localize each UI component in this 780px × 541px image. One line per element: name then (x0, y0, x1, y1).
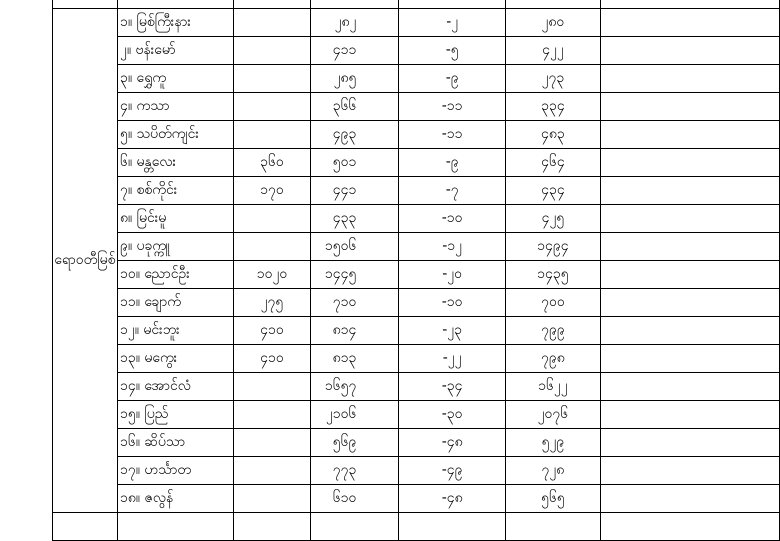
station-name: ၁၅။ ပြည် (117, 401, 233, 429)
station-name: ၁၃။ မကွေး (117, 345, 233, 373)
current-level-cell: ၆၁၀ (310, 485, 399, 513)
danger-level-cell (234, 429, 310, 457)
change-cell: -၁၂ (399, 233, 506, 261)
station-name: ၁၁။ ချောက် (117, 289, 233, 317)
remarks-cell (600, 401, 779, 429)
current-level-cell: ၁၄၄၅ (310, 261, 399, 289)
change-cell: -၇ (399, 177, 506, 205)
table-cell (117, 513, 233, 541)
current-level-cell: ၄၃၃ (310, 205, 399, 233)
table-row (53, 373, 780, 401)
remarks-cell (600, 261, 779, 289)
previous-level-cell: ၁၆၂၂ (505, 373, 600, 401)
table-row (53, 37, 780, 65)
change-cell: -၁၀ (399, 289, 506, 317)
danger-level-cell (234, 93, 310, 121)
current-level-cell: ၁၆၅၇ (310, 373, 399, 401)
current-level-cell: ၈၁၃ (310, 345, 399, 373)
table-row (53, 121, 780, 149)
table-cell (600, 0, 779, 9)
previous-level-cell: ၃၃၄ (505, 93, 600, 121)
region-label: ရောဝတီမြစ် (53, 9, 118, 513)
change-cell: -၃၄ (399, 373, 506, 401)
previous-level-cell: ၇၀၀ (505, 289, 600, 317)
table-row (53, 65, 780, 93)
table-cell (399, 0, 506, 9)
remarks-cell (600, 233, 779, 261)
table-cell (399, 513, 506, 541)
previous-level-cell: ၄၂၂ (505, 37, 600, 65)
current-level-cell: ၈၁၄ (310, 317, 399, 345)
previous-level-cell: ၄၈၃ (505, 121, 600, 149)
water-level-table (52, 0, 780, 541)
remarks-cell (600, 289, 779, 317)
station-name: ၁၂။ မင်းဘူး (117, 317, 233, 345)
table-cell (505, 513, 600, 541)
table-row (53, 317, 780, 345)
table-row (53, 485, 780, 513)
previous-level-cell: ၅၆၅ (505, 485, 600, 513)
change-cell: -၃၀ (399, 401, 506, 429)
danger-level-cell (234, 233, 310, 261)
station-name: ၄။ ကသာ (117, 93, 233, 121)
station-name: ၁၆။ ဆိပ်သာ (117, 429, 233, 457)
current-level-cell: ၅၀၁ (310, 149, 399, 177)
remarks-cell (600, 65, 779, 93)
change-cell: -၄၉ (399, 457, 506, 485)
table-cell (600, 513, 779, 541)
change-cell: -၂ (399, 9, 506, 37)
remarks-cell (600, 429, 779, 457)
station-name: ၉။ ပခုက္ကူ (117, 233, 233, 261)
previous-level-cell: ၁၄၃၅ (505, 261, 600, 289)
change-cell: -၉ (399, 149, 506, 177)
table-row (53, 93, 780, 121)
table-cell (53, 513, 118, 541)
remarks-cell (600, 205, 779, 233)
table-row (53, 205, 780, 233)
previous-level-cell: ၄၂၅ (505, 205, 600, 233)
table-row (53, 177, 780, 205)
table-cell (234, 513, 310, 541)
change-cell: -၄၈ (399, 485, 506, 513)
current-level-cell: ၄၄၁ (310, 177, 399, 205)
change-cell: -၉ (399, 65, 506, 93)
danger-level-cell: ၁၇၀ (234, 177, 310, 205)
station-name: ၇။ စစ်ကိုင်း (117, 177, 233, 205)
danger-level-cell (234, 205, 310, 233)
danger-level-cell (234, 373, 310, 401)
previous-level-cell: ၂၈၀ (505, 9, 600, 37)
station-name: ၂။ ဗန်းမော် (117, 37, 233, 65)
previous-level-cell: ၁၄၉၄ (505, 233, 600, 261)
change-cell: -၂၃ (399, 317, 506, 345)
previous-level-cell: ၇၂၈ (505, 457, 600, 485)
current-level-cell: ၇၁၀ (310, 289, 399, 317)
danger-level-cell: ၄၁၀ (234, 345, 310, 373)
table-cell (234, 0, 310, 9)
danger-level-cell (234, 37, 310, 65)
remarks-cell (600, 485, 779, 513)
danger-level-cell: ၄၁၀ (234, 317, 310, 345)
change-cell: -၂၀ (399, 261, 506, 289)
danger-level-cell (234, 9, 310, 37)
current-level-cell: ၂၈၂ (310, 9, 399, 37)
table-row (53, 289, 780, 317)
current-level-cell: ၇၇၃ (310, 457, 399, 485)
table-row (53, 149, 780, 177)
remarks-cell (600, 149, 779, 177)
change-cell: -၁၁ (399, 93, 506, 121)
remarks-cell (600, 317, 779, 345)
table-row (53, 345, 780, 373)
change-cell: -၂၂ (399, 345, 506, 373)
danger-level-cell (234, 401, 310, 429)
danger-level-cell (234, 485, 310, 513)
table-row (53, 401, 780, 429)
table-cell (310, 0, 399, 9)
danger-level-cell (234, 121, 310, 149)
station-name: ၃။ ရွှေကူ (117, 65, 233, 93)
current-level-cell: ၅၆၉ (310, 429, 399, 457)
danger-level-cell (234, 65, 310, 93)
station-name: ၁၇။ ဟင်္သာတ (117, 457, 233, 485)
current-level-cell: ၄၁၁ (310, 37, 399, 65)
table-cell (310, 513, 399, 541)
change-cell: -၅ (399, 37, 506, 65)
current-level-cell: ၃၆၆ (310, 93, 399, 121)
danger-level-cell: ၁၀၂၀ (234, 261, 310, 289)
table-cell (505, 0, 600, 9)
table-row (53, 513, 780, 541)
previous-level-cell: ၇၉၉ (505, 317, 600, 345)
change-cell: -၁၁ (399, 121, 506, 149)
danger-level-cell (234, 457, 310, 485)
table-row (53, 9, 780, 37)
danger-level-cell: ၂၇၅ (234, 289, 310, 317)
station-name: ၁၀။ ညောင်ဦး (117, 261, 233, 289)
previous-level-cell: ၄၃၄ (505, 177, 600, 205)
previous-level-cell: ၇၉၈ (505, 345, 600, 373)
station-name: ၁။ မြစ်ကြီးနား (117, 9, 233, 37)
danger-level-cell: ၃၆၀ (234, 149, 310, 177)
remarks-cell (600, 373, 779, 401)
current-level-cell: ၁၅၀၆ (310, 233, 399, 261)
current-level-cell: ၂၁၀၆ (310, 401, 399, 429)
previous-level-cell: ၂၀၇၆ (505, 401, 600, 429)
station-name: ၈။ မြင်းမူ (117, 205, 233, 233)
table-row (53, 457, 780, 485)
remarks-cell (600, 93, 779, 121)
table-cell (53, 0, 118, 9)
remarks-cell (600, 37, 779, 65)
table-cell (117, 0, 233, 9)
table-row (53, 261, 780, 289)
table-row (53, 233, 780, 261)
station-name: ၁၈။ ဇလွန် (117, 485, 233, 513)
station-name: ၆။ မန္တလေး (117, 149, 233, 177)
remarks-cell (600, 177, 779, 205)
remarks-cell (600, 9, 779, 37)
station-name: ၅။ သပိတ်ကျင်း (117, 121, 233, 149)
previous-level-cell: ၂၇၃ (505, 65, 600, 93)
table-row (53, 429, 780, 457)
table-row-top-stub (53, 0, 780, 9)
previous-level-cell: ၅၂၉ (505, 429, 600, 457)
previous-level-cell: ၄၆၄ (505, 149, 600, 177)
change-cell: -၄၈ (399, 429, 506, 457)
remarks-cell (600, 345, 779, 373)
remarks-cell (600, 457, 779, 485)
current-level-cell: ၂၈၅ (310, 65, 399, 93)
station-name: ၁၄။ အောင်လံ (117, 373, 233, 401)
current-level-cell: ၄၉၃ (310, 121, 399, 149)
change-cell: -၁၀ (399, 205, 506, 233)
remarks-cell (600, 121, 779, 149)
